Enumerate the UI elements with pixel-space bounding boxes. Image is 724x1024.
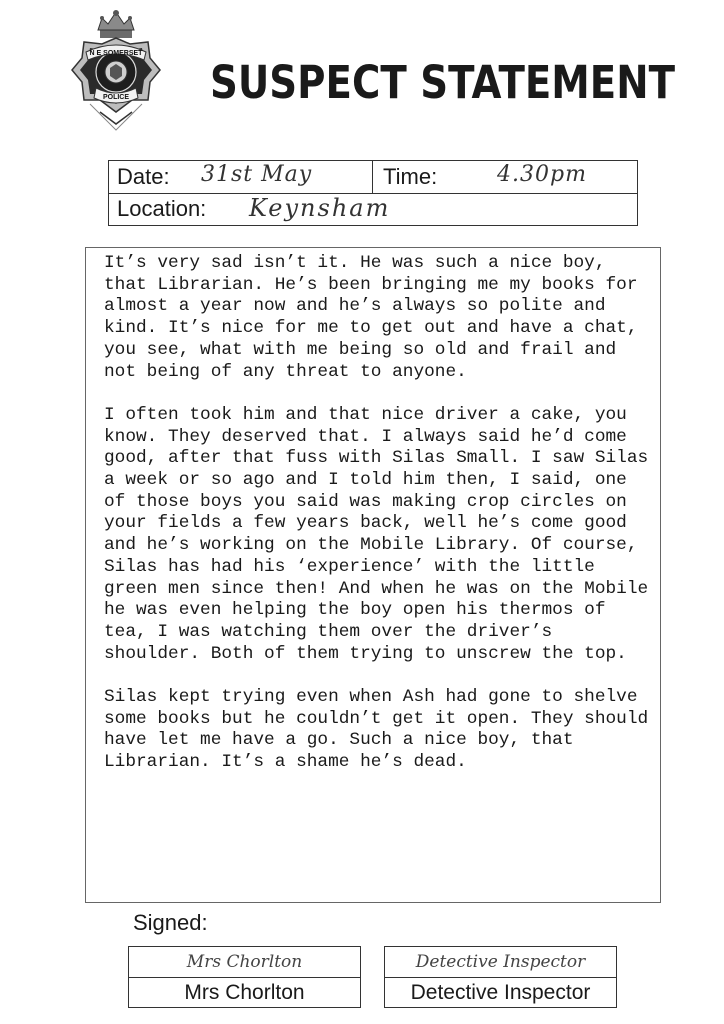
witness-signature-box — [128, 946, 361, 1008]
statement-paragraph: I often took him and that nice driver a cake, you know. They deserved that. I always said he’d come good, after that fuss with Silas Small. I saw Silas a week or so ago and I told him then, I said, one of those boys you said was making crop circles on your fields a few years back, well he’s come good and he’s working on the Mobile Library. Of course, Silas has had his ‘experience’ with the little green men since then! And when he was on the Mobile he was even helping the boy open his thermos of tea, I was watching them over the driver’s shoulder. Both of them trying to unscrew the top. — [104, 404, 659, 664]
statement-meta-box — [108, 160, 638, 226]
badge-icon — [70, 8, 162, 134]
witness-signature: Mrs Chorlton — [129, 947, 360, 978]
date-time-row — [109, 161, 637, 194]
page-title: SUSPECT STATEMENT — [210, 56, 676, 109]
officer-name: Detective Inspector — [410, 981, 591, 1004]
svg-text:N E SOMERSET: N E SOMERSET — [89, 50, 143, 57]
date-value: 31st May — [201, 162, 313, 187]
witness-name: Mrs Chorlton — [184, 981, 305, 1004]
statement-paragraph: It’s very sad isn’t it. He was such a nice boy, that Librarian. He’s been bringing me my books for almost a year now and he’s always so polite and kind. It’s nice for me to get out and have a chat, you see, what with me being so old and frail and not being of any threat to anyone. — [104, 253, 649, 382]
date-label: Date: — [117, 164, 170, 189]
svg-text:POLICE: POLICE — [102, 94, 130, 101]
crown-icon — [98, 10, 134, 38]
statement-body — [85, 247, 661, 903]
statement-paragraph: Silas kept trying even when Ash had gone to shelve some books but he couldn’t get it open. They should have let me have a go. Such a nice boy, that Librarian. It’s a shame he’s dead. — [104, 687, 659, 773]
signed-label: Signed: — [133, 910, 208, 935]
location-label: Location: — [117, 196, 207, 221]
location-row — [109, 193, 637, 226]
officer-signature-box — [384, 946, 617, 1008]
time-label: Time: — [383, 164, 438, 189]
police-badge-logo — [70, 8, 162, 134]
location-value: Keynsham — [249, 194, 391, 222]
meta-divider — [372, 161, 373, 193]
time-value: 4.30pm — [497, 162, 587, 187]
officer-signature: Detective Inspector — [385, 947, 616, 978]
